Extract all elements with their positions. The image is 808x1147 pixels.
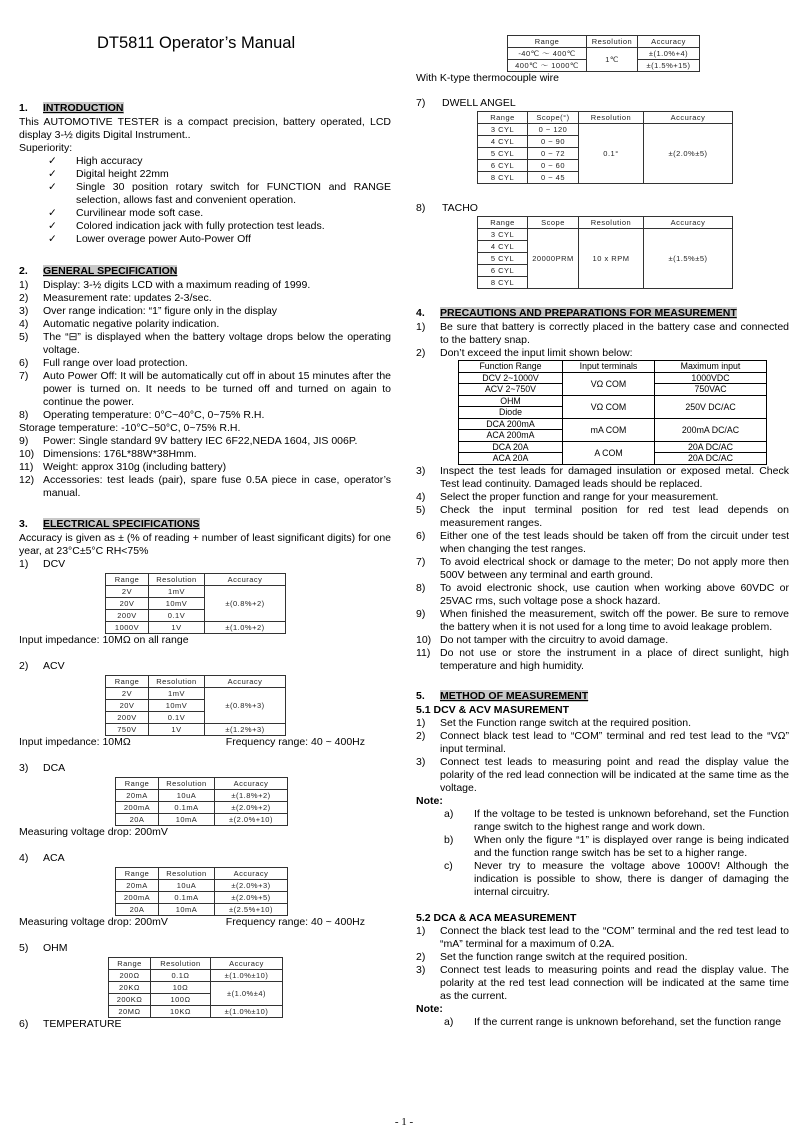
accuracy-note: Accuracy is given as ± (% of reading + number of least significant digits) for one year, at 23°C±5°C RH<75% xyxy=(19,532,391,557)
page-title: DT5811 Operator’s Manual xyxy=(97,34,296,52)
table-header: Function Range Input terminals Maximum input xyxy=(459,361,767,373)
dcv-impedance: Input impedance: 10MΩ on all range xyxy=(19,634,189,646)
list-item: 2) Connect black test lead to “COM” terminal and red test lead to the “VΩ” input terminal. xyxy=(416,729,789,755)
list-item: 6) Full range over load protection. xyxy=(19,357,188,369)
table-row: 200V 0.1V xyxy=(106,712,286,724)
list-item: 1) Set the Function range switch at the required position. xyxy=(416,716,691,729)
table-row: 2V 1mV ±(0.8%+2) xyxy=(106,586,286,598)
table-row: 200KΩ 100Ω xyxy=(109,994,283,1006)
list-item: 5) The “⊟” is displayed when the battery voltage drops below the operating voltage. xyxy=(19,331,391,356)
table-row: DCV 2~1000V VΩ COM 1000VDC xyxy=(459,372,767,384)
list-item: 11) Weight: approx 310g (including battery) xyxy=(19,461,227,473)
table-row: -40℃ ～ 400℃ 1℃ ±(1.0%+4) xyxy=(508,48,700,60)
table-header: Range Resolution Accuracy xyxy=(106,574,286,586)
table-row: DCA 20A A COM 20A DC/AC xyxy=(459,441,767,453)
table-row: 20MΩ 10KΩ ±(1.0%±10) xyxy=(109,1006,283,1018)
table-header: Range Resolution Accuracy xyxy=(109,958,283,970)
table-row: ACV 2~750V 750VAC xyxy=(459,384,767,396)
feature-list xyxy=(19,155,391,246)
table-row: ACA 200mA xyxy=(459,430,767,442)
list-item: 1) Connect the black test lead to the “COM” terminal and the red test lead to “mA” terminal for a maximum of 0.2A. xyxy=(416,924,789,950)
aca-heading: 4) ACA xyxy=(19,852,65,864)
intro-text: This AUTOMOTIVE TESTER is a compact precision, battery operated, LCD display 3-½ digits Digital Instrument.. xyxy=(19,116,391,141)
list-item: 7) Auto Power Off: It will be automatically cut off in about 15 minutes after the power is turned on. It needs to be turned off and turned on again to continue the power. xyxy=(19,370,391,408)
precautions-list xyxy=(416,465,789,673)
section-electrical: 3. ELECTRICAL SPECIFICATIONS xyxy=(19,518,200,530)
note-label: Note: xyxy=(416,794,443,807)
list-item: 5) Check the input terminal position for red test lead depends on measurement ranges. xyxy=(416,503,789,529)
note-item: a) If the voltage to be tested is unknown beforehand, set the Function range switch to the highest range and work down. xyxy=(444,807,789,833)
table-row: DCA 200mA mA COM 200mA DC/AC xyxy=(459,418,767,430)
table-row: OHM VΩ COM 250V DC/AC xyxy=(459,395,767,407)
table-row: 750V 1V ±(1.2%+3) xyxy=(106,724,286,736)
check-icon: ✓ xyxy=(48,207,57,219)
list-item: 1) Display: 3-½ digits LCD with a maximum reading of 1999. xyxy=(19,279,311,291)
list-item: 10) Dimensions: 176L*88W*38Hmm. xyxy=(19,448,197,460)
acv-table xyxy=(105,675,286,736)
superiority-label: Superiority: xyxy=(19,142,73,154)
list-item: 2) Don’t exceed the input limit shown below: xyxy=(416,347,633,359)
check-icon: ✓ xyxy=(48,181,57,193)
feature-item: ✓ Curvilinear mode soft case. xyxy=(48,207,204,219)
check-icon: ✓ xyxy=(48,233,57,245)
table-row: 20KΩ 10Ω ±(1.0%±4) xyxy=(109,982,283,994)
ohm-table xyxy=(108,957,283,1018)
list-item: 2) Set the function range switch at the required position. xyxy=(416,950,688,963)
list-item: 3) Inspect the test leads for damaged insulation or exposed metal. Check Test lead continuity. Damaged leads should be replaced. xyxy=(416,464,789,490)
section-heading: METHOD OF MEASUREMENT xyxy=(440,689,589,702)
feature-item: ✓ Colored indication jack with fully protection test leads. xyxy=(48,220,325,232)
dca-voltage-drop: Measuring voltage drop: 200mV xyxy=(19,826,168,838)
list-item: 2) Measurement rate: updates 2-3/sec. xyxy=(19,292,212,304)
page-number: - 1 - xyxy=(394,1116,414,1128)
list-item: 6) Either one of the test leads should be taken off from the circuit under test when changing the test ranges. xyxy=(416,529,789,555)
list-item: 3) Connect test leads to measuring points and read the display value. The polarity at the red test lead connection will be indicated at the same time as the current. xyxy=(416,963,789,1002)
table-row: 200mA 0.1mA ±(2.0%+2) xyxy=(116,802,288,814)
right-column xyxy=(416,35,789,1029)
check-icon: ✓ xyxy=(48,220,57,232)
tacho-heading: 8) TACHO xyxy=(416,202,478,214)
feature-item: ✓ Single 30 position rotary switch for FUNCTION and RANGE selection, allows fast and convenient operation. xyxy=(48,181,391,206)
general-list xyxy=(19,279,391,500)
list-item: 1) Be sure that battery is correctly placed in the battery case and connected to the battery snap. xyxy=(416,321,789,346)
table-row: 4 CYL 0 ~ 90 xyxy=(478,136,733,148)
table-row: 4 CYL xyxy=(478,241,733,253)
table-row: 2V 1mV ±(0.8%+3) xyxy=(106,688,286,700)
acv-heading: 2) ACV xyxy=(19,660,65,672)
acv-notes: Input impedance: 10MΩ Frequency range: 40 ~ 400Hz xyxy=(19,736,365,748)
aca-notes: Measuring voltage drop: 200mV Frequency range: 40 ~ 400Hz xyxy=(19,916,365,928)
table-row: 200V 0.1V xyxy=(106,610,286,622)
list-item: 7) To avoid electrical shock or damage to the meter; Do not apply more then 500V between any terminal and earth ground. xyxy=(416,555,789,581)
table-header: Range Scope(°) Resolution Accuracy xyxy=(478,112,733,124)
list-item: 3) Connect test leads to measuring point and read the display value the polarity of the red lead connection will be indicated at the same time as the voltage. xyxy=(416,755,789,794)
list-item: 4) Select the proper function and range for your measurement. xyxy=(416,490,719,503)
dcv-heading: 1) DCV xyxy=(19,558,66,570)
section-heading: GENERAL SPECIFICATION xyxy=(43,265,178,277)
dca-table xyxy=(115,777,288,826)
list-item: Storage temperature: -10°C~50°C, 0~75% R.H. xyxy=(19,422,241,434)
table-row: 200mA 0.1mA ±(2.0%+5) xyxy=(116,892,288,904)
section-introduction: 1. INTRODUCTION xyxy=(19,102,124,114)
section-heading: ELECTRICAL SPECIFICATIONS xyxy=(43,518,200,530)
subsection-title: 5.2 DCA & ACA MEASUREMENT xyxy=(416,911,577,924)
table-row: Diode xyxy=(459,407,767,419)
note-item: c) Never try to measure the voltage above 1000V! Although the indication is possible to show, there is danger of damaging the internal circuitry. xyxy=(444,859,789,898)
section-general: 2. GENERAL SPECIFICATION xyxy=(19,265,178,277)
note-item: b) When only the figure “1” is displayed over range is being indicated and the function range switch has be set to a higher range. xyxy=(444,833,789,859)
section-heading: INTRODUCTION xyxy=(43,102,124,114)
table-row: 20mA 10uA ±(1.8%+2) xyxy=(116,790,288,802)
thermocouple-note: With K-type thermocouple wire xyxy=(416,72,559,84)
temperature-heading: 6) TEMPERATURE xyxy=(19,1018,122,1030)
table-row: 6 CYL xyxy=(478,265,733,277)
dcv-table xyxy=(105,573,286,634)
list-item: 3) Over range indication: “1” figure only in the display xyxy=(19,305,278,317)
table-header: Range Resolution Accuracy xyxy=(106,676,286,688)
table-header: Range Scope Resolution Accuracy xyxy=(478,217,733,229)
input-limit-table xyxy=(458,360,767,465)
table-row: 20V 10mV xyxy=(106,598,286,610)
table-row: 400℃ ～ 1000℃ ±(1.5%+15) xyxy=(508,60,700,72)
table-row: 5 CYL xyxy=(478,253,733,265)
table-row: 1000V 1V ±(1.0%+2) xyxy=(106,622,286,634)
feature-item: ✓ High accuracy xyxy=(48,155,143,167)
note-label: Note: xyxy=(416,1002,443,1015)
list-item: 4) Automatic negative polarity indication. xyxy=(19,318,220,330)
table-row: 6 CYL 0 ~ 60 xyxy=(478,160,733,172)
dwell-table xyxy=(477,111,733,184)
table-row: 8 CYL xyxy=(478,277,733,289)
table-row: 200Ω 0.1Ω ±(1.0%±10) xyxy=(109,970,283,982)
check-icon: ✓ xyxy=(48,168,57,180)
list-item: 10) Do not tamper with the circuitry to avoid damage. xyxy=(416,633,669,646)
ohm-heading: 5) OHM xyxy=(19,942,68,954)
dwell-heading: 7) DWELL ANGEL xyxy=(416,97,516,109)
table-header: Range Resolution Accuracy xyxy=(116,868,288,880)
list-item: 9) Power: Single standard 9V battery IEC 6F22,NEDA 1604, JIS 006P. xyxy=(19,435,358,447)
note-item: a) If the current range is unknown beforehand, set the function range xyxy=(444,1015,782,1028)
list-item: 9) When finished the measurement, switch off the power. Be sure to remove the battery when it is not used for a long time to avoid leakage problem. xyxy=(416,607,789,633)
table-row: 20A 10mA ±(2.0%+10) xyxy=(116,814,288,826)
list-item: 8) To avoid electronic shock, use caution when working above 60VDC or 25VAC rms, such voltage pose a shock hazard. xyxy=(416,581,789,607)
temperature-table xyxy=(507,35,700,72)
table-row: 3 CYL 0 ~ 120 0.1° ±(2.0%±5) xyxy=(478,124,733,136)
list-item: 12) Accessories: test leads (pair), spare fuse 0.5A piece in case, operator’s manual. xyxy=(19,474,391,499)
feature-item: ✓ Digital height 22mm xyxy=(48,168,169,180)
table-row: 20mA 10uA ±(2.0%+3) xyxy=(116,880,288,892)
section-method: 5. METHOD OF MEASUREMENT xyxy=(416,689,589,702)
table-row: ACA 20A 20A DC/AC xyxy=(459,453,767,465)
tacho-table xyxy=(477,216,733,289)
aca-table xyxy=(115,867,288,916)
list-item: 8) Operating temperature: 0°C~40°C, 0~75% R.H. xyxy=(19,409,265,421)
table-row: 8 CYL 0 ~ 45 xyxy=(478,172,733,184)
subsection-title: 5.1 DCV & ACV MASUREMENT xyxy=(416,703,570,716)
table-header: Range Resolution Accuracy xyxy=(508,36,700,48)
table-row: 20A 10mA ±(2.5%+10) xyxy=(116,904,288,916)
table-header: Range Resolution Accuracy xyxy=(116,778,288,790)
feature-item: ✓ Lower overage power Auto-Power Off xyxy=(48,233,251,245)
check-icon: ✓ xyxy=(48,155,57,167)
dca-heading: 3) DCA xyxy=(19,762,66,774)
section-precautions: 4. PRECAUTIONS AND PREPARATIONS FOR MEASUREMENT xyxy=(416,307,737,319)
table-row: 5 CYL 0 ~ 72 xyxy=(478,148,733,160)
section-heading: PRECAUTIONS AND PREPARATIONS FOR MEASUREMENT xyxy=(440,307,737,319)
table-row: 3 CYL 20000PRM 10 x RPM ±(1.5%±5) xyxy=(478,229,733,241)
list-item: 11) Do not use or store the instrument in a place of direct sunlight, high temperature and high humidity. xyxy=(416,646,789,672)
table-row: 20V 10mV xyxy=(106,700,286,712)
left-column xyxy=(19,98,391,1031)
